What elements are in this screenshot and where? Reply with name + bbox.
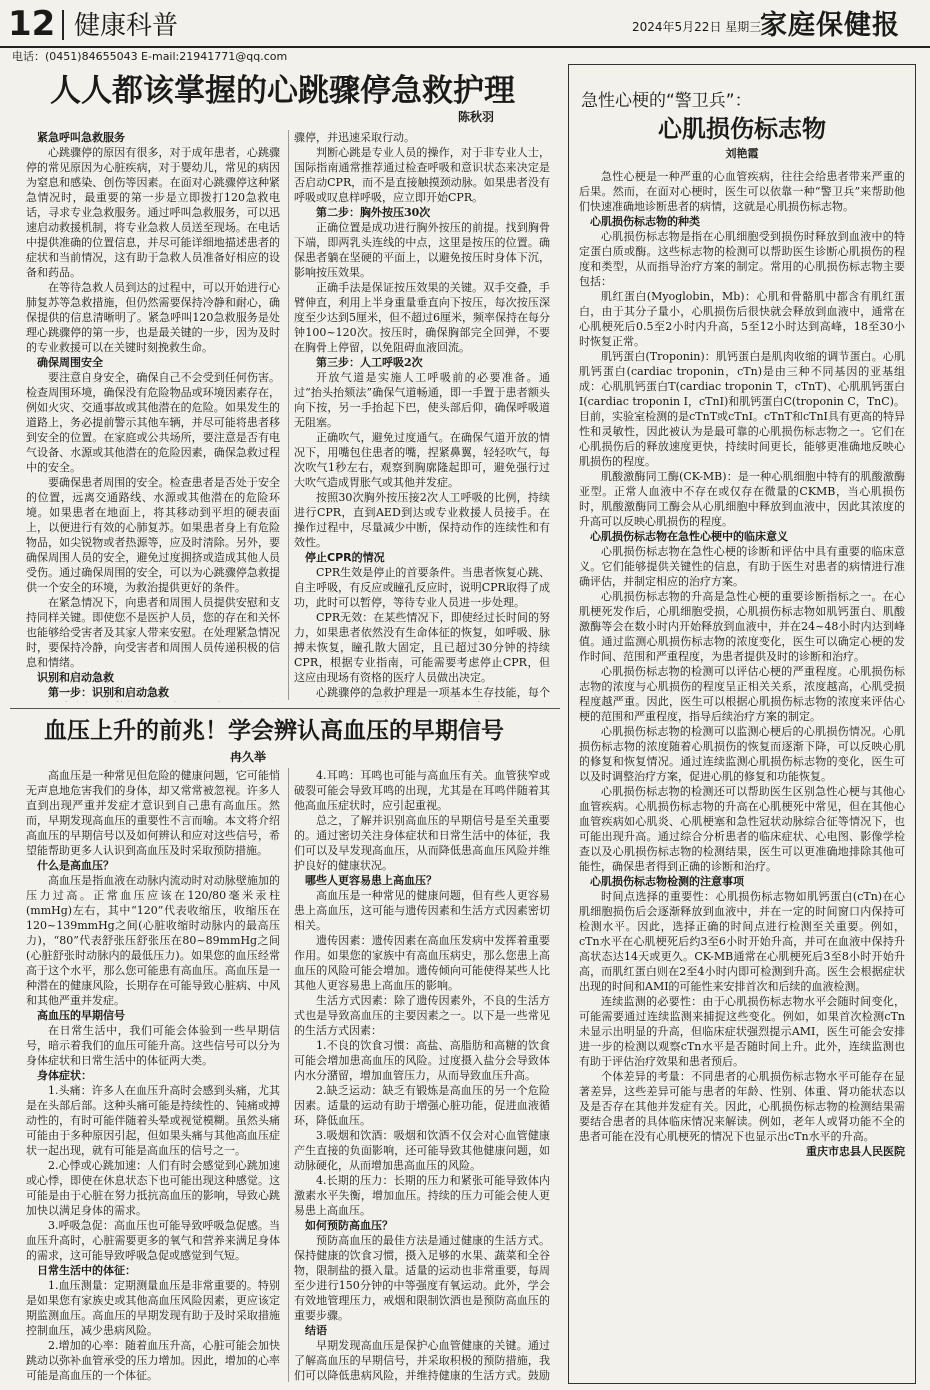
article-hypertension-column-1 xyxy=(26,768,280,1384)
article-cardiac-markers xyxy=(568,64,916,1384)
subheading: 什么是高血压？ xyxy=(37,859,114,872)
article-markers-author: 刘艳霞 xyxy=(725,147,759,160)
paragraph: 心跳骤停的原因有很多，对于成年患者，心跳骤停的常见原因为心脏疾病，对于婴幼儿，常见的病因为窒息和感染、创伤等因素。在面对心跳骤停这种紧急情况时，最重要的第一步是立即拨打120急救电话，寻求专业急救服务。通过呼叫急救服务，可以迅速启动救援机制，将专业急救人员送至现场。在电话中提供准确的位置信息，并尽可能详细地描述患者的症状和当前情况，这有助于急救人员准备好相应的设备和药品。 xyxy=(26,146,280,279)
subheading: 识别和启动急救 xyxy=(37,671,114,684)
section-title: 健康科普 xyxy=(74,11,179,41)
article-cpr xyxy=(10,64,560,704)
paragraph: 心肌损伤标志物的检测可以评估心梗的严重程度。心肌损伤标志物的浓度与心肌损伤的程度呈正相关关系，浓度越高，心肌受损程度越严重。因此，医生可以根据心肌损伤标志物的浓度来评估心梗的范围和严重程度，指导后续治疗方案的制定。 xyxy=(579,665,905,723)
article-cpr-column-2 xyxy=(294,130,550,702)
paragraph: 个体差异的考量：不同患者的心肌损伤标志物水平可能存在显著差异，这些差异可能与患者的年龄、性别、体重、肾功能状态以及是否存在其他并发症有关。因此，心肌损伤标志物的检测结果需要结合患者的具体临床情况来解读。例如，老年人或肾功能不全的患者可能在没有心肌梗死的情况下也显示出cTn水平的升高。 xyxy=(579,1070,905,1143)
contact-line: 电话：(0451)84655043 E-mail:21941771@qq.com xyxy=(12,50,288,63)
paragraph: 心肌损伤标志物的检测可以监测心梗后的心肌损伤情况。心肌损伤标志物的浓度随着心肌损伤的恢复而逐渐下降，可以反映心肌的修复和恢复情况。通过连续监测心肌损伤标志物的变化，医生可以及时调整治疗方案，促进心肌的修复和功能恢复。 xyxy=(579,725,905,783)
paragraph: 心跳骤停的急救护理是一项基本生存技能，每个 xyxy=(316,686,550,699)
paragraph: CPR无效：在某些情况下，即使经过长时间的努力，如果患者依然没有生命体征的恢复，如呼吸、脉搏未恢复，瞳孔散大固定，且已超过30分钟的持续CPR，根据专业指南，可能需要考虑停止CPR，但这应由现场有资格的医疗人员做出决定。 xyxy=(294,611,550,684)
subheading: 紧急呼叫急救服务 xyxy=(37,131,125,144)
masthead xyxy=(0,0,930,48)
paragraph: 按照30次胸外按压接2次人工呼吸的比例，持续进行CPR，直到AED到达或专业救援人员接手。在操作过程中，尽量减少中断，保持动作的连续性和有效性。 xyxy=(294,491,550,549)
paragraph: 要注意自身安全，确保自己不会受到任何伤害。检查周围环境，确保没有危险物品或环境因素存在，例如火灾、交通事故或其他潜在的危险。如果发生的道路上，务必提前警示其他车辆，并尽可能将患者移到安全的位置。在家庭或公共场所，要注意是否有电气设备、水源或其他潜在的危险因素，确保急救过程中的安全。 xyxy=(26,371,280,474)
paragraph: 高血压是一种常见但危险的健康问题，它可能悄无声息地危害我们的身体，却又常常被忽视。许多人直到出现严重并发症才意识到自己患有高血压。然而，早期发现高血压的重要性不言而喻。本文将介绍高血压的早期信号以及如何辨认和应对这些信号，希望能帮助更多人认识到高血压及时采取预防措施。 xyxy=(26,769,280,857)
paragraph: 开放气道是实施人工呼吸前的必要准备。通过“抬头抬颏法”确保气道畅通，即一手置于患者额头向下按，另一手抬起下巴，使头部后仰，确保呼吸道无阻塞。 xyxy=(294,371,550,429)
paragraph: 正确吹气，避免过度通气。在确保气道开放的情况下，用嘴包住患者的嘴，捏紧鼻翼，轻轻吹气，每次吹气1秒左右，观察到胸廓隆起即可，避免强行过大吹气造成胃胀气或其他并发症。 xyxy=(294,431,550,489)
paragraph: 生活方式因素：除了遗传因素外，不良的生活方式也是导致高血压的主要因素之一。以下是一些常见的生活方式因素： xyxy=(294,994,550,1037)
paragraph: 2.增加的心率：随着血压升高，心脏可能会加快跳动以弥补血管承受的压力增加。因此，增加的心率可能是高血压的一个体征。 xyxy=(26,1339,280,1382)
article-cpr-author: 陈秋羽 xyxy=(458,110,495,124)
paragraph: 心肌损伤标志物的检测还可以帮助医生区别急性心梗与其他心血管疾病。心肌损伤标志物的升高在心肌梗死中常见，但在其他心血管疾病如心肌炎、心肌梗塞和急性冠状动脉综合征等情况下，也可能出现升高。通过综合分析患者的临床症状、心电图、影像学检查以及心肌损伤标志物的检测结果，医生可以更准确地排除其他可能性，确保患者得到正确的诊断和治疗。 xyxy=(579,785,905,873)
paragraph: 骤停，并迅速采取行动。 xyxy=(294,131,415,144)
paragraph xyxy=(26,1383,280,1384)
step-heading: 第一步：识别和启动急救 xyxy=(48,686,169,699)
paragraph: 在等待急救人员到达的过程中，可以开始进行心肺复苏等急救措施，但仍然需要保持冷静和耐心，确保提供的信息清晰明了。紧急呼叫120急救服务是处理心跳骤停的第一步，也是最关键的一步，因为及时的专业救援可以在关键时刻挽救生命。 xyxy=(26,281,280,354)
paragraph: 3.呼吸急促：高血压也可能导致呼吸急促感。当血压升高时，心脏需要更多的氧气和营养来满足身体的需求，这可能导致呼吸急促或感觉到气短。 xyxy=(26,1219,280,1262)
source-hospital: 重庆市忠县人民医院 xyxy=(806,1145,905,1158)
subheading: 心肌损伤标志物在急性心梗中的临床意义 xyxy=(590,530,788,543)
subheading: 确保周围安全 xyxy=(37,356,103,369)
paragraph: 正确位置是成功进行胸外按压的前提。找到胸骨下端，即两乳头连线的中点，这里是按压的位置。确保患者躺在坚硬的平面上，以避免按压时身体下沉，影响按压效果。 xyxy=(294,221,550,279)
paragraph: 1.不良的饮食习惯：高盐、高脂肪和高糖的饮食可能会增加患高血压的风险。过度摄入盐分会导致体内水分潴留，增加血管压力，从而导致血压升高。 xyxy=(294,1039,550,1082)
article-separator xyxy=(10,708,560,709)
page-number: 12 xyxy=(8,4,56,44)
article-markers-kicker: 急性心梗的“警卫兵”： xyxy=(581,91,752,111)
paragraph: 要确保患者周围的安全。检查患者是否处于安全的位置，远离交通路线、水源或其他潜在的危险环境。如果患者在地面上，将其移动到平坦的硬表面上，以便进行有效的心肺复苏。如果患者身上有危险物品，如尖锐物或者热源等，应及时清除。另外，要确保周围人员的安全，避免过度拥挤或造成其他人员受伤。通过确保周围的安全，可以为心跳骤停急救提供一个安全的环境，为救治提供更好的条件。 xyxy=(26,476,280,594)
paragraph: 急性心梗是一种严重的心血管疾病，往往会给患者带来严重的后果。然而，在面对心梗时，医生可以依靠一种“警卫兵”来帮助他们快速准确地诊断患者的病情，这就是心肌损伤标志物。 xyxy=(579,170,905,213)
step-heading: 第二步：胸外按压30次 xyxy=(316,206,431,219)
article-hypertension xyxy=(10,712,560,1388)
step-heading: 第三步：人工呼吸2次 xyxy=(316,356,423,369)
paragraph: 在紧急情况下，向患者和周围人员提供安慰和支持同样关键。即使您不是医护人员，您的存在和关怀也能够给受害者及其家人带来安慰。在处理紧急情况时，要保持冷静，向受害者和周围人员传递积极的信息和情绪。 xyxy=(26,596,280,669)
article-hypertension-author: 冉久举 xyxy=(230,750,267,764)
paragraph: 1.头痛：许多人在血压升高时会感到头痛，尤其是在头部后部。这种头痛可能是持续性的、钝痛或搏动性的，有时可能伴随着头晕或视觉模糊。虽然头痛可能由于多种原因引起，但如果头痛与其他高血压症状一起出现，就有可能是高血压的信号之一。 xyxy=(26,1084,280,1157)
subheading: 哪些人更容易患上高血压？ xyxy=(305,874,437,887)
paragraph: 时间点选择的重要性：心肌损伤标志物如肌钙蛋白(cTn)在心肌细胞损伤后会逐渐释放到血液中，并在一定的时间窗口内保持可检测水平。因此，选择正确的时间点进行检测至关重要。例如，cTn水平在心肌梗死后约3至6小时开始升高，并可在血液中保持升高状态达14天或更久。CK-MB通常在心肌梗死后3至8小时开始升高，而肌红蛋白则在2至4小时内即可检测到升高。医生会根据症状出现的时间和AMI的可能性来安排首次和后续的血液检测。 xyxy=(579,890,905,993)
paragraph: 2.缺乏运动：缺乏有锻炼是高血压的另一个危险因素。适量的运动有助于增强心脏功能，促进血液循环，降低血压。 xyxy=(294,1084,550,1127)
paragraph: 预防高血压的最佳方法是通过健康的生活方式。保持健康的饮食习惯，摄入足够的水果、蔬菜和全谷物，限制盐的摄入量。适量的运动也非常重要，每周至少进行150分钟的中等强度有氧运动。此外，学会有效地管理压力，戒烟和限制饮酒也是预防高血压的重要步骤。 xyxy=(294,1234,550,1322)
subheading: 高血压的早期信号 xyxy=(37,1009,125,1022)
paragraph: 4.长期的压力：长期的压力和紧张可能导致体内激素水平失衡，增加血压。持续的压力可能会使人更易患上高血压。 xyxy=(294,1174,550,1217)
paragraph: 心肌损伤标志物的升高是急性心梗的重要诊断指标之一。在心肌梗死发作后，心肌细胞受损，心肌损伤标志物如肌钙蛋白、肌酸激酶等会在数小时内开始释放到血液中，并在24~48小时内达到峰值。通过监测心肌损伤标志物的浓度变化，医生可以确定心梗的发作时间、范围和严重程度，为患者提供及时的诊断和治疗。 xyxy=(579,590,905,663)
issue-date: 2024年5月22日 星期三 xyxy=(632,20,762,34)
paragraph: 1.血压测量：定期测量血压是非常重要的。特别是如果您有家族史或其他高血压风险因素，更应该定期监测血压。高血压的早期发现有助于及时采取措施控制血压，减少患病风险。 xyxy=(26,1279,280,1337)
paragraph: 2.心悸或心跳加速：人们有时会感觉到心跳加速或心悸，即使在休息状态下也可能出现这种感觉。这可能是由于心脏在努力抵抗高血压的影响，导致心跳加快以满足身体的需求。 xyxy=(26,1159,280,1217)
subheading: 日常生活中的体征： xyxy=(37,1264,136,1277)
article-markers-title: 心肌损伤标志物 xyxy=(658,114,826,143)
subheading: 身体症状： xyxy=(37,1069,92,1082)
paragraph: 肌钙蛋白(Troponin)：肌钙蛋白是肌肉收缩的调节蛋白。心肌肌钙蛋白(cardiac troponin，cTn)是由三种不同基因的亚基组成：心肌肌钙蛋白T(cardiac troponin T，cTnT)、心肌肌钙蛋白I(cardiac troponin I，cTnI)和肌钙蛋白C(troponin C，TnC)。目前，实验室检测的是cTnT或cTnI。cTnT和cTnI具有更高的特异性和灵敏性，因此被认为是最可靠的心肌损伤标志物之一。它们在心肌损伤后的释放速度更快，持续时间更长，能够更准确地反映心肌损伤的程度。 xyxy=(579,350,905,468)
paragraph: 心肌损伤标志物在急性心梗的诊断和评估中具有重要的临床意义。它们能够提供关键性的信息，有助于医生对患者的病情进行准确评估，并制定相应的治疗方案。 xyxy=(579,545,905,588)
subheading: 停止CPR的情况 xyxy=(305,551,385,564)
paragraph: 肌红蛋白(Myoglobin，Mb)：心肌和骨骼肌中都含有肌红蛋白，由于其分子量小，心肌损伤后很快就会释放到血液中，通常在心肌梗死后0.5至2小时内升高，5至12小时达到高峰，18至30小时恢复正常。 xyxy=(579,290,905,348)
paragraph: CPR生效是停止的首要条件。当患者恢复心跳、自主呼吸，有反应或瞳孔反应时，说明CPR取得了成功，此时可以暂停，等待专业人员进一步处理。 xyxy=(294,566,550,609)
subheading: 心肌损伤标志物的种类 xyxy=(590,215,700,228)
paragraph: 肌酸激酶同工酶(CK-MB)：是一种心肌细胞中特有的肌酸激酶亚型。正常人血液中不存在或仅存在微量的CKMB，当心肌损伤时，肌酸激酶同工酶会从心肌细胞中释放到血液中，因此其浓度的升高可以反映心肌损伤的程度。 xyxy=(579,470,905,528)
paragraph: 在日常生活中，我们可能会体验到一些早期信号，暗示着我们的血压可能升高。这些信号可以分为身体症状和日常生活中的体征两大类。 xyxy=(26,1024,280,1067)
article-markers-column xyxy=(579,169,905,1379)
article-hypertension-title: 血压上升的前兆！学会辨认高血压的早期信号 xyxy=(44,717,504,744)
paragraph: 高血压是指血液在动脉内流动时对动脉壁施加的压力过高。正常血压应该在120/80毫米汞柱(mmHg)左右，其中“120”代表收缩压，收缩压在120~139mmHg之间(心脏收缩时动脉内的最高压力)，“80”代表舒张压舒张压在80~89mmHg之间(心脏舒张时动脉内的最低压力)。如果您的血压经常高于这个水平，那么您可能患有高血压。高血压是一种潜在的健康风险，长期存在可能导致心脏病、中风和其他严重并发症。 xyxy=(26,874,280,1007)
paragraph: 4.耳鸣：耳鸣也可能与高血压有关。血管狭窄或破裂可能会导致耳鸣的出现，尤其是在耳鸣伴随着其他高血压症状时，应引起重视。 xyxy=(294,769,550,812)
column-divider xyxy=(288,130,289,700)
article-hypertension-column-2 xyxy=(294,768,550,1384)
paragraph: 心肌损伤标志物是指在心肌细胞受到损伤时释放到血液中的特定蛋白质或酶。这些标志物的检测可以帮助医生诊断心肌损伤的程度和类型，从而指导治疗方案的制定。常用的心肌损伤标志物主要包括： xyxy=(579,230,905,288)
paragraph xyxy=(26,700,280,702)
paragraph: 正确手法是保证按压效果的关键。双手交叠，手臂伸直，利用上半身重量垂直向下按压，每次按压深度至少达到5厘米，但不超过6厘米，频率保持在每分钟100~120次。按压时，确保胸部完全回弹，不要在胸骨上停留，以免阻碍血液回流。 xyxy=(294,281,550,354)
subheading: 如何预防高血压？ xyxy=(305,1219,393,1232)
newspaper-brand: 家庭保健报 xyxy=(760,10,900,41)
paragraph: 判断心跳是专业人员的操作，对于非专业人士，国际指南通常推荐通过检查呼吸和意识状态来决定是否启动CPR，而不是直接触摸颈动脉。如果患者没有呼吸或叹息样呼吸，应立即开始CPR。 xyxy=(294,146,550,204)
paragraph: 早期发现高血压是保护心血管健康的关键。通过了解高血压的早期信号，并采取积极的预防措施，我们可以降低患病风险，并维持健康的生活方式。鼓励 xyxy=(294,1339,550,1382)
masthead-divider xyxy=(62,10,64,40)
paragraph: 总之，了解并识别高血压的早期信号是至关重要的。通过密切关注身体症状和日常生活中的体征，我们可以及早发现高血压，从而降低患高血压风险并维护良好的健康状况。 xyxy=(294,814,550,872)
subheading: 心肌损伤标志物检测的注意事项 xyxy=(590,875,744,888)
article-cpr-column-1 xyxy=(26,130,280,702)
article-cpr-title: 人人都该掌握的心跳骤停急救护理 xyxy=(50,73,515,109)
paragraph: 3.吸烟和饮酒：吸烟和饮酒不仅会对心血管健康产生直接的负面影响，还可能导致其他健康问题，如动脉硬化，从而增加患高血压的风险。 xyxy=(294,1129,550,1172)
subheading: 结语 xyxy=(305,1324,327,1337)
column-divider xyxy=(288,768,289,1382)
paragraph: 连续监测的必要性：由于心肌损伤标志物水平会随时间变化，可能需要通过连续监测来捕捉这些变化。例如，如果首次检测cTn未显示出明显的升高，但临床症状强烈提示AMI，医生可能会安排进一步的检测以观察cTn水平是否随时间上升。此外，连续监测也有助于评估治疗效果和患者预后。 xyxy=(579,995,905,1068)
paragraph: 高血压是一种常见的健康问题，但有些人更容易患上高血压，这可能与遗传因素和生活方式因素密切相关。 xyxy=(294,889,550,932)
paragraph: 遗传因素：遗传因素在高血压发病中发挥着重要作用。如果您的家族中有高血压病史，那么您患上高血压的风险可能会增加。遗传倾向可能使得某些人比其他人更容易患上高血压的影响。 xyxy=(294,934,550,992)
